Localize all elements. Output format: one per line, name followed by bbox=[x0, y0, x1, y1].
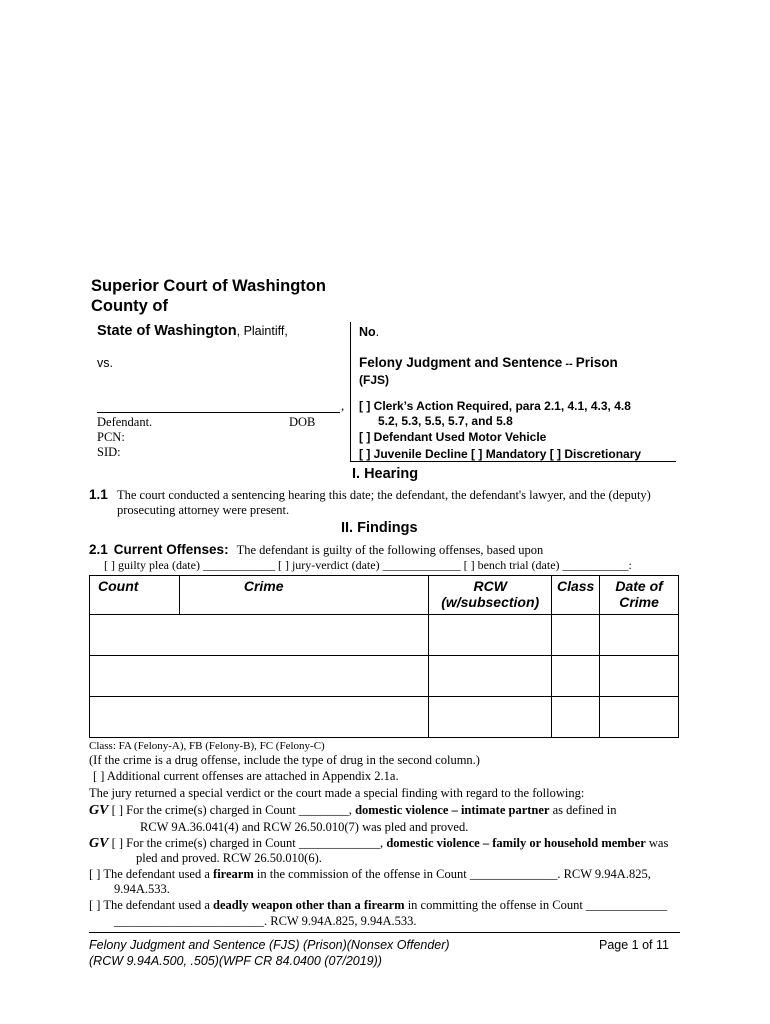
doc-title-end: Prison bbox=[575, 355, 618, 370]
gv2-text-pre: [ ] For the crime(s) charged in Count _____________, bbox=[111, 836, 387, 850]
gv-intimate-partner-checkbox[interactable] bbox=[89, 803, 616, 819]
additional-offenses-checkbox[interactable]: [ ] Additional current offenses are attached in Appendix 2.1a. bbox=[93, 769, 399, 783]
offense-count-crime-cell[interactable] bbox=[90, 615, 429, 656]
plaintiff-line bbox=[97, 323, 288, 339]
doc-title-main: Felony Judgment and Sentence bbox=[359, 355, 563, 370]
gv1-text-post: as defined in bbox=[549, 803, 617, 817]
header-rcw-line2: (w/subsection) bbox=[441, 594, 540, 610]
document-abbrev: (FJS) bbox=[359, 373, 389, 387]
header-rcw-line1: RCW bbox=[473, 578, 507, 594]
gv-tag-2: GV bbox=[89, 836, 109, 851]
offense-count-crime-cell[interactable] bbox=[90, 697, 429, 738]
findings-heading: II. Findings bbox=[341, 520, 418, 536]
weapon-text-bold: deadly weapon other than a firearm bbox=[213, 898, 405, 912]
header-count: Count bbox=[90, 576, 180, 615]
gv-family-household-checkbox[interactable] bbox=[89, 836, 668, 852]
offense-rcw-cell[interactable] bbox=[429, 615, 552, 656]
header-date-line2: Crime bbox=[619, 594, 659, 610]
gv2-line-2: pled and proved. RCW 26.50.010(6). bbox=[136, 851, 322, 865]
caption-comma: , bbox=[341, 398, 345, 413]
court-name: Superior Court of Washington bbox=[91, 277, 326, 295]
class-legend: Class: FA (Felony-A), FB (Felony-B), FC (Felony-C) bbox=[89, 740, 325, 752]
weapon-line-2: ________________________. RCW 9.94A.825, 9.94A.533. bbox=[114, 914, 417, 928]
footer-form-title: Felony Judgment and Sentence (FJS) (Prison)(Nonsex Offender) bbox=[89, 938, 450, 952]
offense-rcw-cell[interactable] bbox=[429, 656, 552, 697]
header-date bbox=[600, 576, 679, 615]
caption-divider bbox=[350, 322, 351, 461]
doc-title-dash: -- bbox=[562, 358, 576, 370]
footer-rule bbox=[89, 932, 680, 933]
weapon-text-pre: [ ] The defendant used a bbox=[89, 898, 214, 912]
plaintiff-role: , Plaintiff, bbox=[236, 324, 288, 338]
current-offenses-intro: The defendant is guilty of the following offenses, based upon bbox=[236, 543, 544, 557]
header-rcw bbox=[429, 576, 552, 615]
firearm-text-post: in the commission of the offense in Count ______________. RCW 9.94A.825, bbox=[253, 867, 651, 881]
firearm-checkbox[interactable] bbox=[89, 867, 651, 882]
current-offenses-colon: : bbox=[224, 542, 229, 557]
hearing-number: 1.1 bbox=[89, 487, 108, 502]
gv2-text-bold: domestic violence – family or household member bbox=[386, 836, 646, 850]
offense-date-cell[interactable] bbox=[600, 615, 679, 656]
case-number[interactable] bbox=[359, 325, 379, 339]
drug-note: (If the crime is a drug offense, include the type of drug in the second column.) bbox=[89, 753, 480, 767]
sid-label: SID: bbox=[97, 445, 121, 459]
special-verdict-intro: The jury returned a special verdict or the court made a special finding with regard to the following: bbox=[89, 786, 585, 800]
hearing-text-2: prosecuting attorney were present. bbox=[117, 503, 290, 517]
gv-tag-1: GV bbox=[89, 803, 109, 818]
conviction-basis-line[interactable]: [ ] guilty plea (date) ____________ [ ] jury-verdict (date) _____________ [ ] bench trial (date) ___________: bbox=[104, 558, 632, 572]
firearm-text-bold: firearm bbox=[213, 867, 254, 881]
firearm-line-2: 9.94A.533. bbox=[114, 882, 170, 896]
firearm-text-pre: [ ] The defendant used a bbox=[89, 867, 214, 881]
table-row bbox=[90, 656, 679, 697]
hearing-text-1: The court conducted a sentencing hearing this date; the defendant, the defendant's lawyer, and the (deputy) bbox=[117, 488, 651, 502]
defendant-label: Defendant. bbox=[97, 415, 153, 429]
table-header-row bbox=[90, 576, 679, 615]
caption-bottom-rule bbox=[350, 461, 676, 462]
clerk-action-checkbox[interactable]: [ ] Clerk’s Action Required, para 2.1, 4.1, 4.3, 4.8 bbox=[359, 399, 631, 413]
offenses-table bbox=[89, 575, 679, 738]
weapon-text-post: in committing the offense in Count _____________ bbox=[404, 898, 668, 912]
gv1-line-2: RCW 9A.36.041(4) and RCW 26.50.010(7) was pled and proved. bbox=[140, 820, 469, 834]
offense-class-cell[interactable] bbox=[552, 656, 600, 697]
current-offenses-title: Current Offenses bbox=[113, 542, 225, 557]
document-title bbox=[359, 355, 618, 370]
juvenile-decline-checkbox[interactable]: [ ] Juvenile Decline [ ] Mandatory [ ] Discretionary bbox=[359, 447, 642, 461]
footer-form-citation: (RCW 9.94A.500, .505)(WPF CR 84.0400 (07/2019)) bbox=[89, 954, 382, 968]
gv1-text-pre: [ ] For the crime(s) charged in Count ________, bbox=[111, 803, 356, 817]
deadly-weapon-checkbox[interactable] bbox=[89, 898, 667, 913]
clerk-action-paras: 5.2, 5.3, 5.5, 5.7, and 5.8 bbox=[378, 414, 513, 428]
table-row bbox=[90, 615, 679, 656]
offense-class-cell[interactable] bbox=[552, 697, 600, 738]
current-offenses-line bbox=[89, 541, 543, 559]
motor-vehicle-checkbox[interactable]: [ ] Defendant Used Motor Vehicle bbox=[359, 430, 547, 444]
plaintiff-name: State of Washington bbox=[97, 323, 237, 339]
gv2-text-post: was bbox=[645, 836, 669, 850]
header-date-line1: Date of bbox=[615, 578, 663, 594]
county-line: County of bbox=[91, 297, 168, 315]
hearing-heading: I. Hearing bbox=[352, 466, 419, 482]
offense-rcw-cell[interactable] bbox=[429, 697, 552, 738]
offense-date-cell[interactable] bbox=[600, 656, 679, 697]
gv1-text-bold: domestic violence – intimate partner bbox=[355, 803, 550, 817]
case-number-label: No bbox=[359, 325, 376, 339]
header-class: Class bbox=[552, 576, 600, 615]
offense-count-crime-cell[interactable] bbox=[90, 656, 429, 697]
dob-label: DOB bbox=[289, 415, 316, 429]
pcn-label: PCN: bbox=[97, 430, 125, 444]
offense-class-cell[interactable] bbox=[552, 615, 600, 656]
table-row bbox=[90, 697, 679, 738]
page-number: Page 1 of 11 bbox=[599, 938, 669, 952]
case-number-dot: . bbox=[375, 325, 380, 339]
defendant-name-line[interactable] bbox=[97, 412, 340, 413]
current-offenses-number: 2.1 bbox=[89, 542, 108, 557]
offense-date-cell[interactable] bbox=[600, 697, 679, 738]
header-crime: Crime bbox=[179, 576, 428, 615]
vs-label: vs. bbox=[97, 356, 113, 370]
